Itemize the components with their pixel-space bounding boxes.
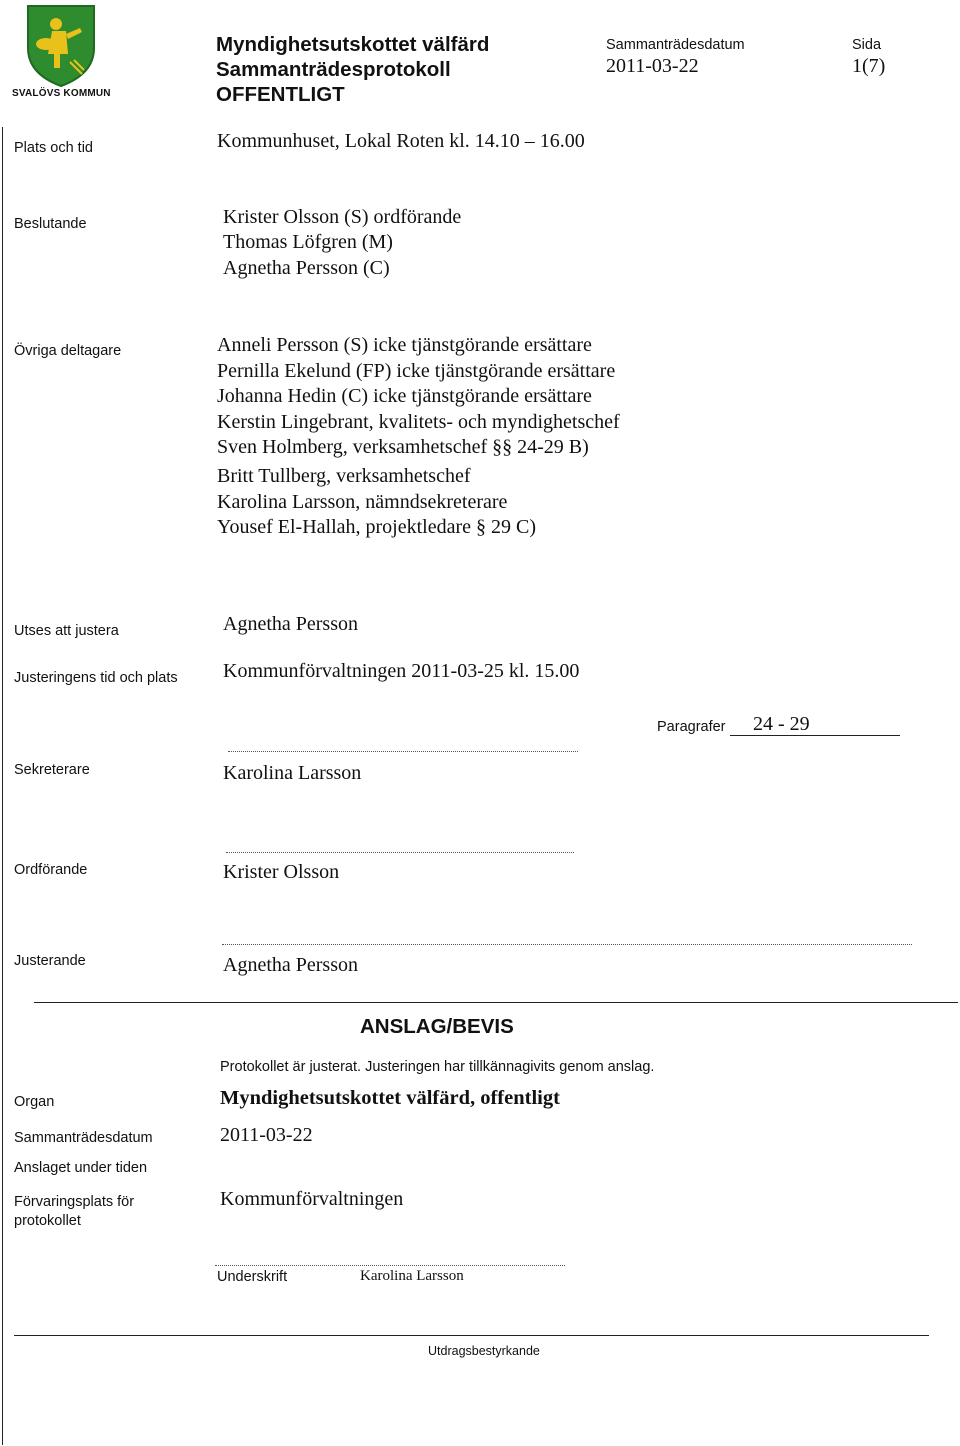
storage-value: Kommunförvaltningen [220,1188,404,1210]
secretary-label: Sekreterare [14,762,90,778]
municipality-logo [8,4,112,100]
others-label: Övriga deltagare [14,343,122,359]
header-date-value: 2011-03-22 [606,55,699,77]
deciding-member: Thomas Löfgren (M) [223,231,393,253]
committee-title: Myndighetsutskottet välfärd [216,33,490,56]
adjuster-signature-line [222,944,912,945]
adjust-time-place-value: Kommunförvaltningen 2011-03-25 kl. 15.00 [223,660,580,682]
posted-period-label: Anslaget under tiden [14,1160,148,1176]
adjuster-appointed-value: Agnetha Persson [223,613,358,635]
notice-statement: Protokollet är justerat. Justeringen har tillkännagivits genom anslag. [220,1059,655,1075]
participant: Yousef El-Hallah, projektledare § 29 C) [217,516,537,539]
storage-label: Förvaringsplats för [14,1194,135,1210]
header-date-label: Sammanträdesdatum [606,37,745,53]
classification-title: OFFENTLIGT [216,83,345,106]
certification-label: Utdragsbestyrkande [428,1344,540,1358]
adjust-time-place-label: Justeringens tid och plats [14,670,178,686]
chair-signature-line [226,852,574,853]
participant: Karolina Larsson, nämndsekreterare [217,490,508,513]
paragraphs-label: Paragrafer [657,719,726,735]
paragraphs-underline [730,735,900,736]
signature-label: Underskrift [217,1269,288,1285]
secretary-name: Karolina Larsson [223,762,362,784]
page-label: Sida [852,37,882,53]
deciding-member: Krister Olsson (S) ordförande [223,206,462,228]
deciding-member: Agnetha Persson (C) [223,257,390,279]
notice-date-label: Sammanträdesdatum [14,1130,153,1146]
footer-divider [14,1335,929,1336]
organ-label: Organ [14,1094,55,1110]
participant: Johanna Hedin (C) icke tjänstgörande ersättare [217,385,592,408]
notice-signature-line [215,1265,565,1266]
participant: Britt Tullberg, verksamhetschef [217,464,471,487]
paragraphs-value: 24 - 29 [753,713,810,735]
municipality-name: SVALÖVS KOMMUN [12,88,111,99]
secretary-signature-line [228,751,578,752]
organ-value: Myndighetsutskottet välfärd, offentligt [220,1087,560,1109]
coat-of-arms-icon [8,4,112,88]
participant: Pernilla Ekelund (FP) icke tjänstgörande ersättare [217,359,616,382]
signature-name: Karolina Larsson [360,1268,464,1284]
notice-date-value: 2011-03-22 [220,1124,313,1146]
adjuster-label: Justerande [14,953,86,969]
place-label: Plats och tid [14,140,93,156]
chair-label: Ordförande [14,862,88,878]
participant: Kerstin Lingebrant, kvalitets- och myndighetschef [217,410,620,433]
adjuster-name: Agnetha Persson [223,954,358,976]
chair-name: Krister Olsson [223,861,340,883]
notice-divider-top [34,1002,958,1003]
document-type-title: Sammanträdesprotokoll [216,58,451,81]
deciding-label: Beslutande [14,216,87,232]
page-number: 1(7) [852,55,886,77]
adjuster-appointed-label: Utses att justera [14,623,119,639]
notice-heading: ANSLAG/BEVIS [360,1015,514,1038]
storage-label-continued: protokollet [14,1213,81,1229]
left-margin-line [2,127,3,1445]
other-participants-list [217,333,620,541]
participant: Sven Holmberg, verksamhetschef §§ 24-29 B) [217,436,589,459]
place-value: Kommunhuset, Lokal Roten kl. 14.10 – 16.00 [217,130,585,152]
participant: Anneli Persson (S) icke tjänstgörande ersättare [217,334,592,356]
